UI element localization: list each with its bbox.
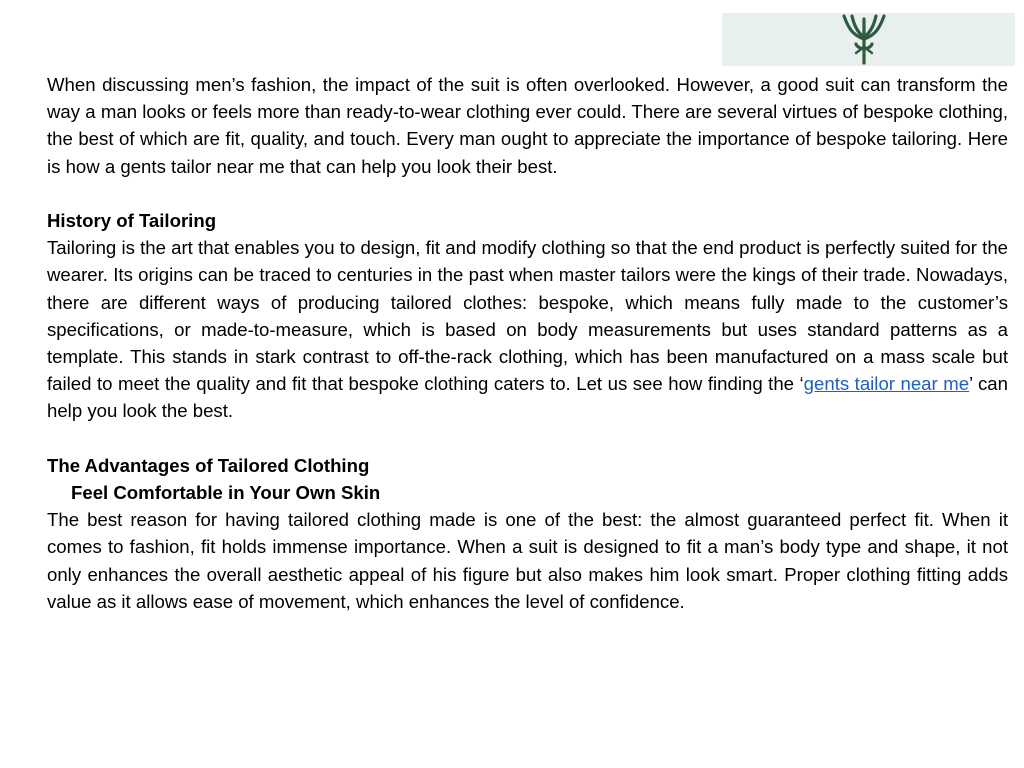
gents-tailor-link[interactable]: gents tailor near me [803,373,970,395]
history-text-after-link: ’ can help you look the best. [47,373,1008,422]
logo-banner [722,13,1015,66]
paragraph-spacer [47,180,1008,207]
trident-monogram-icon [834,13,894,66]
history-heading: History of Tailoring [47,210,217,231]
paragraph-spacer [47,425,1008,452]
history-text-before-link: Tailoring is the art that enables you to design, fit and modify clothing so that the end product is perfectly suited for the wearer. Its origins can be traced to centuries in the past when master tailors were the kings of their trade. Nowadays, there are different ways of producing tailored clothes: bespoke, which means fully made to the customer’s specifications, or made-to-measure, which is based on body measurements but uses standard patterns as a template. This stands in stark contrast to off-the-rack clothing, which has been manufactured on a mass scale but failed to meet the quality and fit that bespoke clothing caters to. Let us see how finding the ‘ [47,237,1008,395]
advantages-heading: The Advantages of Tailored Clothing [47,454,370,476]
intro-paragraph: When discussing men’s fashion, the impact of the suit is often overlooked. However, a good suit can transform the way a man looks or feels more than ready-to-wear clothing ever could. There are several virtues of bespoke clothing, the best of which are fit, quality, and touch. Every man ought to appreciate the importance of bespoke tailoring. Here is how a gents tailor near me that can help you look their best. [47,74,1008,177]
article-body [47,71,1008,615]
history-paragraph [47,234,1008,424]
advantages-subheading: Feel Comfortable in Your Own Skin [71,482,381,504]
advantages-paragraph: The best reason for having tailored clothing made is one of the best: the almost guaranteed perfect fit. When it comes to fashion, fit holds immense importance. When a suit is designed to fit a man’s body type and shape, it not only enhances the overall aesthetic appeal of his figure but also makes him look smart. Proper clothing fitting adds value as it allows ease of movement, which enhances the level of confidence. [47,509,1008,612]
